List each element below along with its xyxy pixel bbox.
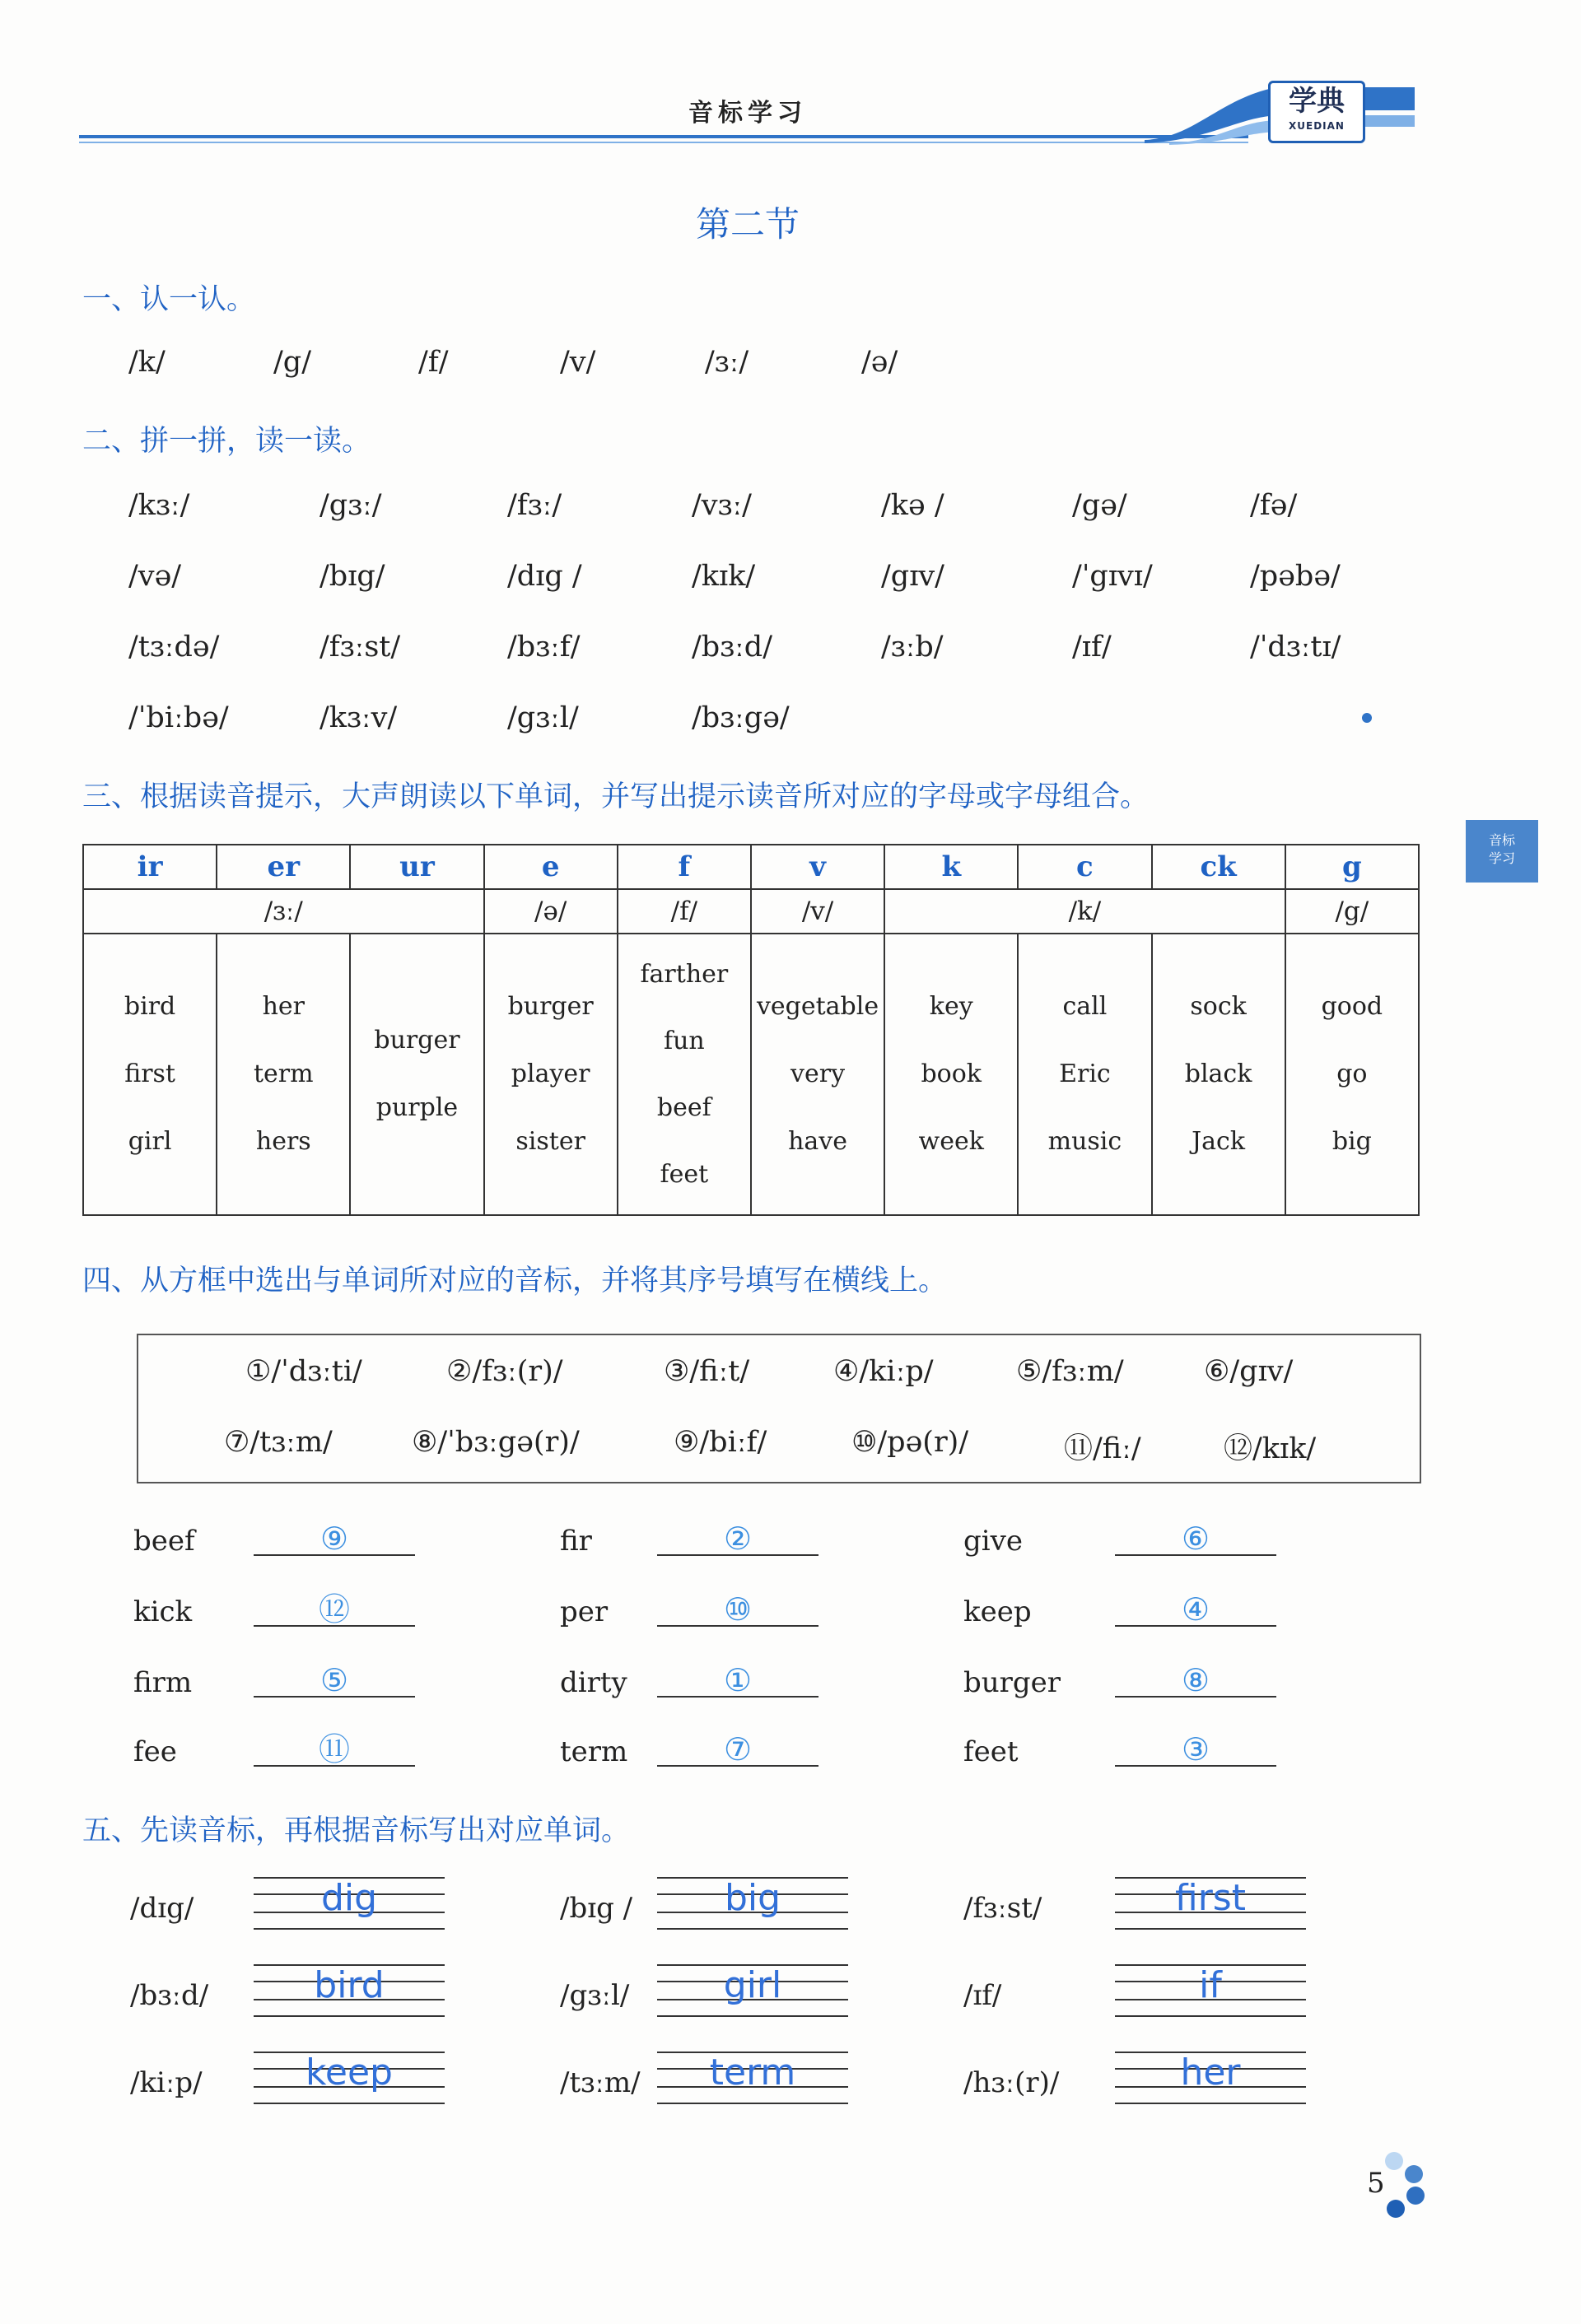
options-box (137, 1334, 1421, 1483)
table-row (83, 889, 1419, 934)
q2-symbol: /və/ (128, 560, 182, 593)
q2-symbol: /ɪf/ (1072, 631, 1112, 664)
q4-word: kick (133, 1595, 193, 1628)
q2-symbol: /bɪg/ (319, 560, 385, 593)
q1-symbol: /k/ (128, 346, 166, 379)
print-dot-icon (1362, 713, 1372, 723)
option: ⑩/pə(r)/ (851, 1426, 969, 1459)
table-word: first (124, 1060, 175, 1088)
logo-stripe-light (1360, 115, 1415, 127)
table-word: hers (255, 1127, 311, 1156)
table-word: burger (507, 992, 594, 1021)
q5-symbol: /kiːp/ (130, 2066, 203, 2099)
table-word: her (262, 992, 305, 1021)
q1-symbol: /ɜː/ (705, 346, 749, 379)
q5-writing-lines[interactable] (1115, 1877, 1306, 1930)
q4-answer-blank[interactable]: ② (657, 1525, 818, 1556)
q2-symbol: /fə/ (1250, 489, 1298, 522)
q2-symbol: /gɜːl/ (507, 701, 579, 734)
option: ⑤/fɜːm/ (1016, 1355, 1124, 1388)
q1-symbol: /g/ (273, 346, 311, 379)
table-word: key (929, 992, 973, 1021)
q5-answer: bird (314, 1964, 385, 2006)
q5-symbol: /dɪg/ (130, 1892, 194, 1925)
table-word: term (253, 1060, 314, 1088)
q4-word: term (560, 1735, 628, 1768)
table-word: fun (663, 1027, 705, 1055)
table-sound: /ə/ (484, 889, 618, 934)
table-words-cell (884, 934, 1018, 1215)
q2-symbol: /bɜːd/ (692, 631, 772, 664)
table-words-cell (1152, 934, 1285, 1215)
q5-writing-lines[interactable] (657, 2052, 848, 2104)
q4-answer-blank[interactable]: ⑧ (1115, 1666, 1276, 1698)
q2-symbol: /ˈdɜːtɪ/ (1250, 631, 1341, 664)
header-title: 音标学习 (688, 99, 807, 128)
section-title: 第二节 (695, 204, 800, 245)
q2-symbol: /ˈgɪvɪ/ (1072, 560, 1153, 593)
table-letter: er (217, 845, 350, 889)
table-letter: g (1285, 845, 1419, 889)
q2-heading: 二、拼一拼，读一读。 (82, 425, 371, 458)
q3-heading: 三、根据读音提示，大声朗读以下单词，并写出提示读音所对应的字母或字母组合。 (82, 780, 1150, 813)
q2-symbol: /vɜː/ (692, 489, 752, 522)
q1-symbol: /f/ (418, 346, 449, 379)
logo-stripe (1360, 87, 1415, 110)
q4-answer-blank[interactable]: ④ (1115, 1595, 1276, 1627)
table-word: farther (640, 960, 729, 989)
header-swoosh-icon (1145, 82, 1276, 145)
option: ③/fiːt/ (664, 1355, 750, 1388)
q5-symbol: /ɪf/ (963, 1979, 1002, 2012)
q4-word: beef (133, 1525, 195, 1558)
q4-answer-blank[interactable]: ③ (1115, 1735, 1276, 1767)
q4-word: give (963, 1525, 1023, 1558)
table-words-cell (484, 934, 618, 1215)
table-word: burger (374, 1026, 460, 1055)
table-word: feet (660, 1160, 709, 1189)
table-words-cell (751, 934, 884, 1215)
table-word: vegetable (756, 992, 879, 1021)
option: ⑦/tɜːm/ (224, 1426, 333, 1459)
q4-word: keep (963, 1595, 1032, 1628)
q2-symbol: /gɪv/ (881, 560, 944, 593)
table-letter: f (618, 845, 751, 889)
q4-answer-blank[interactable]: ⑤ (254, 1666, 415, 1698)
table-word: music (1047, 1127, 1122, 1156)
q5-writing-lines[interactable] (254, 1964, 445, 2017)
table-letter: c (1018, 845, 1151, 889)
q5-answer: big (724, 1877, 781, 1919)
table-words-cell (350, 934, 483, 1215)
table-words-cell (217, 934, 350, 1215)
option: ⑥/gɪv/ (1204, 1355, 1294, 1388)
q4-word: per (560, 1595, 609, 1628)
table-word: good (1321, 992, 1383, 1021)
option: ①/ˈdɜːti/ (245, 1355, 362, 1388)
q2-symbol: /kə / (881, 489, 944, 522)
table-letter: ir (83, 845, 217, 889)
q4-answer-blank[interactable]: ① (657, 1666, 818, 1698)
table-letter: k (884, 845, 1018, 889)
table-sound: /f/ (618, 889, 751, 934)
q2-symbol: /pəbə/ (1250, 560, 1341, 593)
option: ②/fɜː(r)/ (446, 1355, 563, 1388)
table-words-cell (83, 934, 217, 1215)
letter-sound-table (82, 844, 1420, 1216)
hex-decoration-icon (1387, 2200, 1405, 2218)
table-word: Jack (1192, 1127, 1246, 1156)
table-words-cell (1018, 934, 1151, 1215)
q1-symbol: /ə/ (861, 346, 898, 379)
q4-answer-blank[interactable]: ⑫ (254, 1595, 415, 1627)
table-word: call (1062, 992, 1108, 1021)
logo-main-text: 学典 (1289, 85, 1345, 118)
hex-decoration-icon (1385, 2152, 1403, 2170)
q4-word: fir (560, 1525, 592, 1558)
publisher-logo (1268, 81, 1365, 143)
q4-answer-blank[interactable]: ⑥ (1115, 1525, 1276, 1556)
table-row (83, 845, 1419, 889)
table-word: black (1184, 1060, 1252, 1088)
hex-decoration-icon (1406, 2187, 1425, 2205)
table-word: bird (124, 992, 176, 1021)
table-letter: ck (1152, 845, 1285, 889)
table-words-cell (1285, 934, 1419, 1215)
q2-symbol: /kɪk/ (692, 560, 756, 593)
q2-symbol: /dɪg / (507, 560, 582, 593)
q5-writing-lines[interactable] (254, 2052, 445, 2104)
q5-heading: 五、先读音标，再根据音标写出对应单词。 (82, 1814, 631, 1847)
q5-symbol: /bɪg / (560, 1892, 633, 1925)
q5-writing-lines[interactable] (1115, 1964, 1306, 2017)
q5-answer: girl (723, 1964, 782, 2006)
q2-symbol: /gə/ (1072, 489, 1127, 522)
q4-answer-blank[interactable]: ⑩ (657, 1595, 818, 1627)
q5-writing-lines[interactable] (657, 1964, 848, 2017)
table-letter: ur (350, 845, 483, 889)
q2-symbol: /bɜːf/ (507, 631, 581, 664)
q5-writing-lines[interactable] (254, 1877, 445, 1930)
q5-writing-lines[interactable] (1115, 2052, 1306, 2104)
q5-answer: first (1175, 1877, 1246, 1919)
header-rule (79, 135, 1248, 138)
side-tab-line2: 学习 (1488, 850, 1515, 866)
q1-heading: 一、认一认。 (82, 283, 256, 316)
q4-heading: 四、从方框中选出与单词所对应的音标，并将其序号填写在横线上。 (82, 1264, 948, 1297)
table-letter: v (751, 845, 884, 889)
table-sound: /v/ (751, 889, 884, 934)
table-word: beef (656, 1093, 711, 1122)
q1-symbol: /v/ (560, 346, 596, 379)
option: ⑨/biːf/ (674, 1426, 767, 1459)
hex-decoration-icon (1405, 2165, 1423, 2183)
q2-symbol: /kɜː/ (128, 489, 190, 522)
q5-answer: term (709, 2052, 796, 2093)
logo-sub-text: XUEDIAN (1289, 120, 1345, 132)
q2-symbol: /bɜːgə/ (692, 701, 790, 734)
table-word: purple (375, 1093, 459, 1122)
table-words-cell (618, 934, 751, 1215)
q5-symbol: /tɜːm/ (560, 2066, 641, 2099)
q4-word: dirty (560, 1666, 627, 1699)
q4-answer-blank[interactable]: ⑨ (254, 1525, 415, 1556)
table-sound: /ɜː/ (83, 889, 484, 934)
header-rule-thin (79, 142, 1248, 143)
q5-symbol: /gɜːl/ (560, 1979, 630, 2012)
table-word: Eric (1059, 1060, 1111, 1088)
table-letter: e (484, 845, 618, 889)
table-word: player (511, 1060, 590, 1088)
table-word: sock (1190, 992, 1247, 1021)
q5-answer: dig (320, 1877, 378, 1919)
option: ⑪/fiː/ (1064, 1432, 1141, 1465)
q4-word: feet (963, 1735, 1019, 1768)
q2-symbol: /fɜː/ (507, 489, 562, 522)
q5-answer: keep (305, 2052, 393, 2093)
option: ④/kiːp/ (833, 1355, 934, 1388)
q2-symbol: /kɜːv/ (319, 701, 398, 734)
table-word: very (790, 1060, 846, 1088)
table-sound: /k/ (884, 889, 1285, 934)
q5-answer: her (1180, 2052, 1241, 2093)
table-word: week (918, 1127, 984, 1156)
q2-symbol: /ˈbiːbə/ (128, 701, 229, 734)
q2-symbol: /gɜː/ (319, 489, 382, 522)
page-number: 5 (1367, 2167, 1385, 2200)
q2-symbol: /tɜːdə/ (128, 631, 220, 664)
q5-symbol: /hɜː(r)/ (963, 2066, 1060, 2099)
q4-word: fee (133, 1735, 177, 1768)
option: ⑧/ˈbɜːgə(r)/ (412, 1426, 580, 1459)
q4-answer-blank[interactable]: ⑪ (254, 1735, 415, 1767)
q2-symbol: /ɜːb/ (881, 631, 944, 664)
q4-word: burger (963, 1666, 1061, 1699)
q5-writing-lines[interactable] (657, 1877, 848, 1930)
q5-answer: if (1199, 1964, 1222, 2006)
table-word: book (921, 1060, 982, 1088)
q5-symbol: /fɜːst/ (963, 1892, 1042, 1925)
table-word: go (1336, 1060, 1368, 1088)
side-tab (1466, 820, 1538, 883)
table-sound: /g/ (1285, 889, 1419, 934)
q5-symbol: /bɜːd/ (130, 1979, 209, 2012)
q4-answer-blank[interactable]: ⑦ (657, 1735, 818, 1767)
side-tab-line1: 音标 (1488, 832, 1515, 848)
table-word: have (788, 1127, 847, 1156)
table-word: sister (515, 1127, 585, 1156)
table-word: big (1331, 1127, 1372, 1156)
table-word: girl (128, 1127, 172, 1156)
q4-word: firm (133, 1666, 193, 1699)
q2-symbol: /fɜːst/ (319, 631, 401, 664)
option: ⑫/kɪk/ (1224, 1432, 1317, 1465)
table-row (83, 934, 1419, 1215)
